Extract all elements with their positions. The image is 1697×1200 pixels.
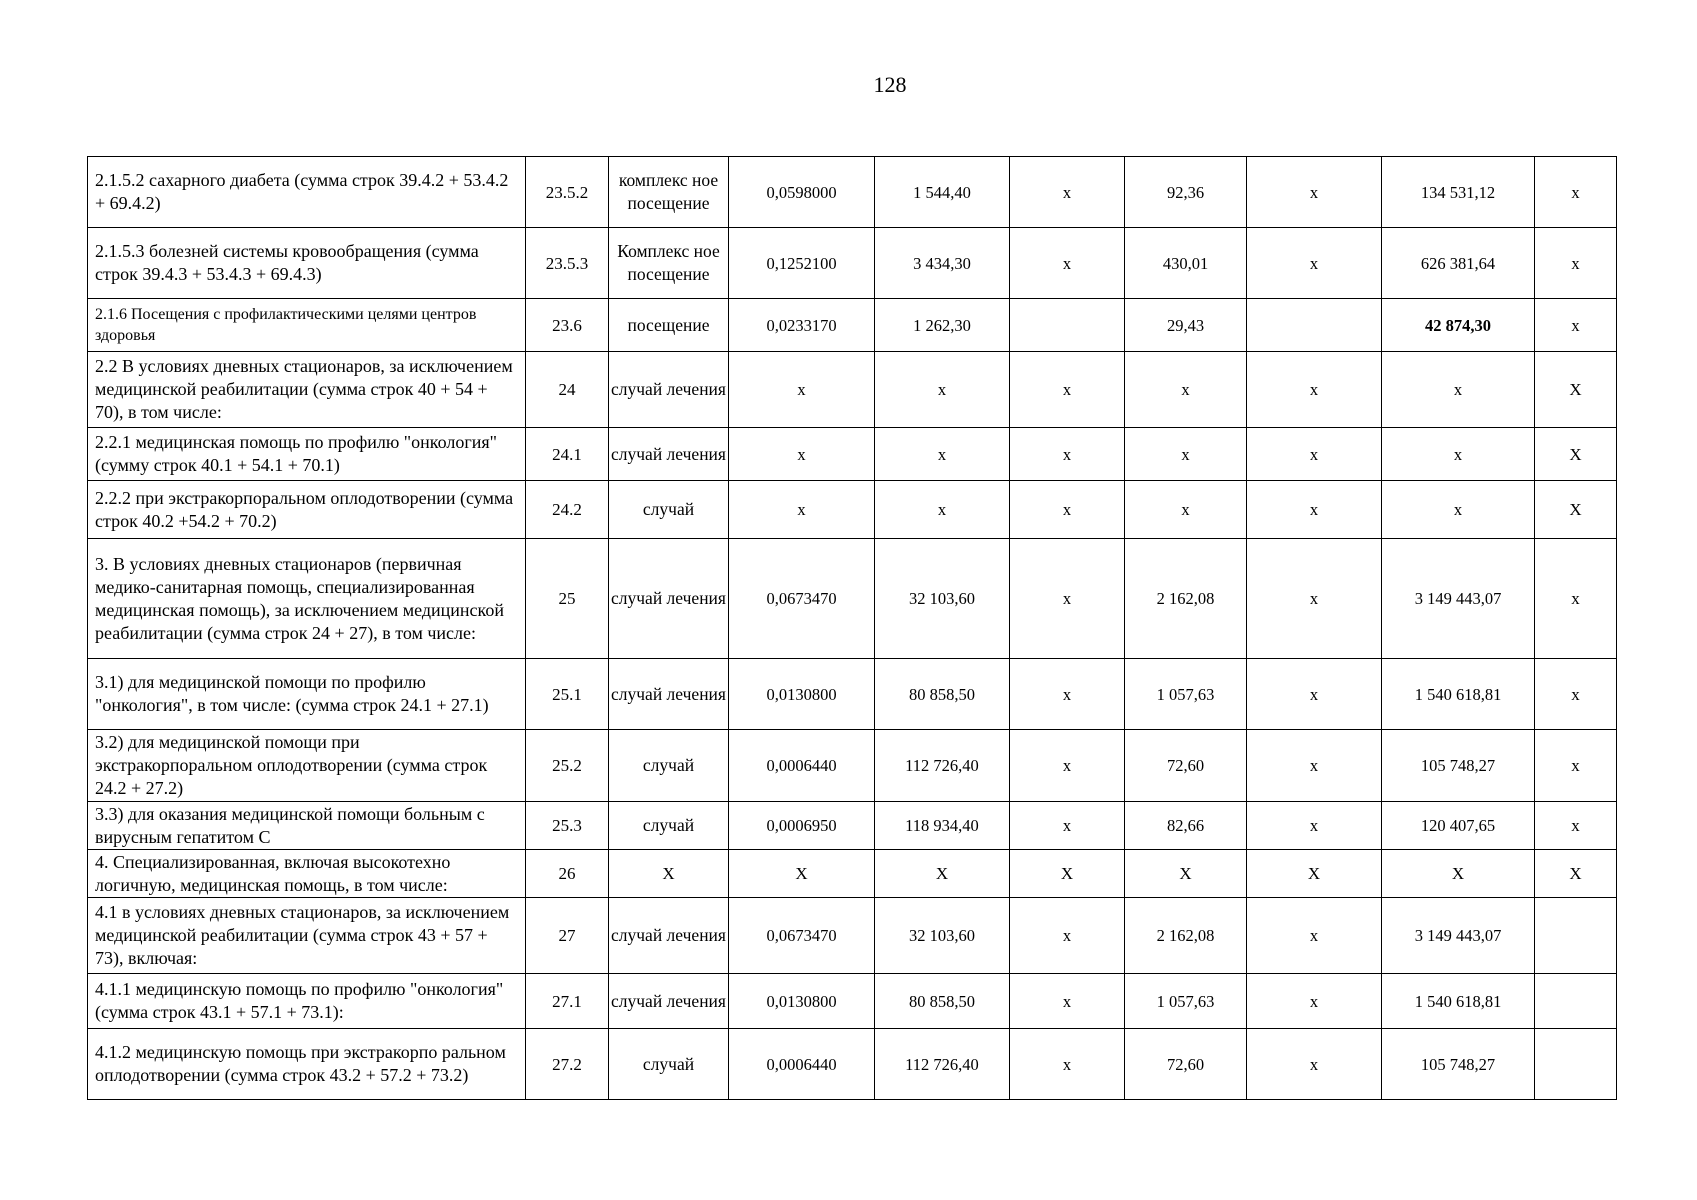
row-line-number: 23.5.3 bbox=[526, 228, 609, 299]
cell: 118 934,40 bbox=[875, 802, 1010, 850]
table-row bbox=[88, 659, 1617, 730]
cell: 82,66 bbox=[1125, 802, 1247, 850]
cell: 0,1252100 bbox=[729, 228, 875, 299]
cell: 1 540 618,81 bbox=[1382, 974, 1535, 1029]
cell: Х bbox=[1535, 481, 1617, 539]
cell: х bbox=[1247, 730, 1382, 802]
row-unit: посещение bbox=[609, 299, 729, 352]
row-name: 3.3) для оказания медицинской помощи больным с вирусным гепатитом С bbox=[88, 802, 526, 850]
cell: 120 407,65 bbox=[1382, 802, 1535, 850]
cell: 0,0006440 bbox=[729, 730, 875, 802]
cell: х bbox=[875, 428, 1010, 481]
cell: 0,0673470 bbox=[729, 539, 875, 659]
cell: х bbox=[1382, 352, 1535, 428]
cell: 134 531,12 bbox=[1382, 157, 1535, 228]
cell: 0,0673470 bbox=[729, 898, 875, 974]
cell: 105 748,27 bbox=[1382, 1029, 1535, 1100]
cell: 72,60 bbox=[1125, 1029, 1247, 1100]
table-row bbox=[88, 428, 1617, 481]
cell: х bbox=[1247, 802, 1382, 850]
cell: х bbox=[729, 481, 875, 539]
cell: Х bbox=[1535, 352, 1617, 428]
table-row bbox=[88, 539, 1617, 659]
cell: х bbox=[1247, 974, 1382, 1029]
cell: 92,36 bbox=[1125, 157, 1247, 228]
cell: х bbox=[1535, 157, 1617, 228]
cell bbox=[1535, 974, 1617, 1029]
cell: 32 103,60 bbox=[875, 898, 1010, 974]
cell: х bbox=[1010, 802, 1125, 850]
cell: х bbox=[875, 481, 1010, 539]
table-row bbox=[88, 730, 1617, 802]
cell: Х bbox=[1535, 428, 1617, 481]
row-unit: случай лечения bbox=[609, 539, 729, 659]
cell: 1 262,30 bbox=[875, 299, 1010, 352]
cell: х bbox=[1125, 428, 1247, 481]
cell: х bbox=[1010, 481, 1125, 539]
financing-table bbox=[87, 156, 1617, 1100]
cell: 2 162,08 bbox=[1125, 898, 1247, 974]
cell: 1 057,63 bbox=[1125, 659, 1247, 730]
cell: 0,0006950 bbox=[729, 802, 875, 850]
row-name: 2.2 В условиях дневных стационаров, за исключением медицинской реабилитации (сумма строк 40 + 54 + 70), в том числе: bbox=[88, 352, 526, 428]
cell: х bbox=[729, 428, 875, 481]
table-row bbox=[88, 299, 1617, 352]
row-name: 2.1.6 Посещения с профилактическими целями центров здоровья bbox=[88, 299, 526, 352]
cell: 0,0006440 bbox=[729, 1029, 875, 1100]
table-row bbox=[88, 898, 1617, 974]
cell: Х bbox=[1125, 850, 1247, 898]
cell: х bbox=[1247, 352, 1382, 428]
table-row bbox=[88, 352, 1617, 428]
row-unit: случай bbox=[609, 730, 729, 802]
table-row bbox=[88, 228, 1617, 299]
cell: 32 103,60 bbox=[875, 539, 1010, 659]
cell: х bbox=[1247, 1029, 1382, 1100]
cell: 1 057,63 bbox=[1125, 974, 1247, 1029]
row-unit: Х bbox=[609, 850, 729, 898]
cell: х bbox=[1125, 352, 1247, 428]
cell: х bbox=[1247, 659, 1382, 730]
row-unit: случай лечения bbox=[609, 428, 729, 481]
cell: 112 726,40 bbox=[875, 730, 1010, 802]
row-line-number: 27.2 bbox=[526, 1029, 609, 1100]
cell: 105 748,27 bbox=[1382, 730, 1535, 802]
row-name: 2.2.2 при экстракорпоральном оплодотворении (сумма строк 40.2 +54.2 + 70.2) bbox=[88, 481, 526, 539]
cell: 3 434,30 bbox=[875, 228, 1010, 299]
row-name: 4.1.2 медицинскую помощь при экстракорпо ральном оплодотворении (сумма строк 43.2 + 57.2 + 73.2) bbox=[88, 1029, 526, 1100]
row-unit: случай лечения bbox=[609, 974, 729, 1029]
row-unit: комплекс ное посещение bbox=[609, 157, 729, 228]
cell: Х bbox=[729, 850, 875, 898]
cell: х bbox=[1535, 802, 1617, 850]
cell: 0,0233170 bbox=[729, 299, 875, 352]
table-row bbox=[88, 1029, 1617, 1100]
row-unit: Комплекс ное посещение bbox=[609, 228, 729, 299]
row-line-number: 25.2 bbox=[526, 730, 609, 802]
cell: 112 726,40 bbox=[875, 1029, 1010, 1100]
cell: 626 381,64 bbox=[1382, 228, 1535, 299]
cell: 1 544,40 bbox=[875, 157, 1010, 228]
cell: х bbox=[1247, 539, 1382, 659]
cell: х bbox=[875, 352, 1010, 428]
cell: 0,0130800 bbox=[729, 974, 875, 1029]
row-line-number: 26 bbox=[526, 850, 609, 898]
cell: 3 149 443,07 bbox=[1382, 898, 1535, 974]
cell: 42 874,30 bbox=[1382, 299, 1535, 352]
cell: х bbox=[1125, 481, 1247, 539]
cell: 72,60 bbox=[1125, 730, 1247, 802]
row-line-number: 25.1 bbox=[526, 659, 609, 730]
cell: х bbox=[1535, 659, 1617, 730]
table-row bbox=[88, 157, 1617, 228]
row-line-number: 25.3 bbox=[526, 802, 609, 850]
row-unit: случай bbox=[609, 802, 729, 850]
cell: х bbox=[1247, 157, 1382, 228]
table-row bbox=[88, 802, 1617, 850]
cell: х bbox=[1535, 539, 1617, 659]
cell: 3 149 443,07 bbox=[1382, 539, 1535, 659]
cell: х bbox=[1247, 428, 1382, 481]
cell: Х bbox=[1010, 850, 1125, 898]
cell: х bbox=[1010, 157, 1125, 228]
cell: Х bbox=[1535, 850, 1617, 898]
row-line-number: 24 bbox=[526, 352, 609, 428]
cell: 0,0598000 bbox=[729, 157, 875, 228]
cell: х bbox=[1535, 228, 1617, 299]
cell bbox=[1535, 898, 1617, 974]
cell: х bbox=[1010, 730, 1125, 802]
row-line-number: 24.1 bbox=[526, 428, 609, 481]
row-unit: случай bbox=[609, 481, 729, 539]
cell: Х bbox=[1382, 850, 1535, 898]
row-line-number: 23.6 bbox=[526, 299, 609, 352]
cell: х bbox=[1010, 974, 1125, 1029]
table-row bbox=[88, 850, 1617, 898]
row-unit: случай лечения bbox=[609, 352, 729, 428]
cell: х bbox=[1010, 659, 1125, 730]
table-row bbox=[88, 974, 1617, 1029]
cell: 80 858,50 bbox=[875, 974, 1010, 1029]
row-name: 2.2.1 медицинская помощь по профилю "онкология" (сумму строк 40.1 + 54.1 + 70.1) bbox=[88, 428, 526, 481]
row-line-number: 25 bbox=[526, 539, 609, 659]
row-name: 3.1) для медицинской помощи по профилю "онкология", в том числе: (сумма строк 24.1 + 27.1) bbox=[88, 659, 526, 730]
row-name: 2.1.5.3 болезней системы кровообращения (сумма строк 39.4.3 + 53.4.3 + 69.4.3) bbox=[88, 228, 526, 299]
cell: х bbox=[1010, 428, 1125, 481]
row-name: 4.1.1 медицинскую помощь по профилю "онкология" (сумма строк 43.1 + 57.1 + 73.1): bbox=[88, 974, 526, 1029]
cell: х bbox=[1247, 898, 1382, 974]
cell bbox=[1010, 299, 1125, 352]
cell: Х bbox=[875, 850, 1010, 898]
row-line-number: 27 bbox=[526, 898, 609, 974]
cell: х bbox=[729, 352, 875, 428]
row-unit: случай лечения bbox=[609, 898, 729, 974]
cell: х bbox=[1247, 481, 1382, 539]
row-line-number: 23.5.2 bbox=[526, 157, 609, 228]
cell: Х bbox=[1247, 850, 1382, 898]
cell: х bbox=[1010, 352, 1125, 428]
cell bbox=[1247, 299, 1382, 352]
cell: х bbox=[1382, 481, 1535, 539]
cell: 1 540 618,81 bbox=[1382, 659, 1535, 730]
row-unit: случай лечения bbox=[609, 659, 729, 730]
cell: 0,0130800 bbox=[729, 659, 875, 730]
cell: х bbox=[1535, 299, 1617, 352]
row-line-number: 24.2 bbox=[526, 481, 609, 539]
cell: х bbox=[1010, 539, 1125, 659]
row-name: 3.2) для медицинской помощи при экстракорпоральном оплодотворении (сумма строк 24.2 + 27.2) bbox=[88, 730, 526, 802]
cell: 2 162,08 bbox=[1125, 539, 1247, 659]
cell: 80 858,50 bbox=[875, 659, 1010, 730]
row-unit: случай bbox=[609, 1029, 729, 1100]
cell: х bbox=[1247, 228, 1382, 299]
table-row bbox=[88, 481, 1617, 539]
cell: х bbox=[1010, 1029, 1125, 1100]
row-name: 3. В условиях дневных стационаров (первичная медико-санитарная помощь, специализированная медицинская помощь), за исключением медицинской реабилитации (сумма строк 24 + 27), в том числе: bbox=[88, 539, 526, 659]
row-name: 4. Специализированная, включая высокотехно логичную, медицинская помощь, в том числе: bbox=[88, 850, 526, 898]
row-line-number: 27.1 bbox=[526, 974, 609, 1029]
cell: 29,43 bbox=[1125, 299, 1247, 352]
cell bbox=[1535, 1029, 1617, 1100]
row-name: 2.1.5.2 сахарного диабета (сумма строк 39.4.2 + 53.4.2 + 69.4.2) bbox=[88, 157, 526, 228]
cell: х bbox=[1382, 428, 1535, 481]
cell: х bbox=[1535, 730, 1617, 802]
cell: х bbox=[1010, 898, 1125, 974]
cell: х bbox=[1010, 228, 1125, 299]
row-name: 4.1 в условиях дневных стационаров, за исключением медицинской реабилитации (сумма строк 43 + 57 + 73), включая: bbox=[88, 898, 526, 974]
cell: 430,01 bbox=[1125, 228, 1247, 299]
page-number: 128 bbox=[873, 72, 907, 97]
